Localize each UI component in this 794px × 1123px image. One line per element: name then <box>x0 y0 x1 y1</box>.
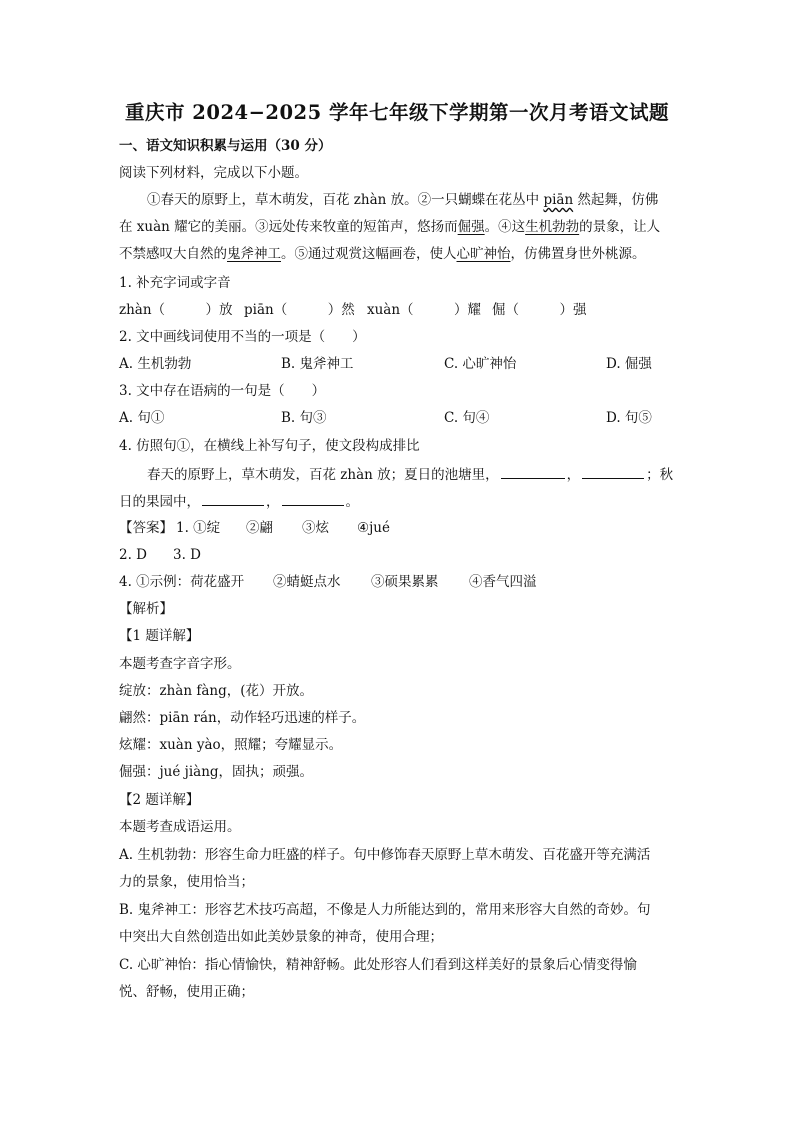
detail-2-line: 悦、舒畅，使用正确； <box>119 984 254 1000</box>
passage-line-1: ①春天的原野上，草木萌发，百花 zhàn 放。②一只蝴蝶在花丛中 piān 然起舞，仿佛 <box>147 192 659 208</box>
detail-1-intro: 本题考查字音字形。 <box>119 656 241 672</box>
question-4-line-2: 日的果园中， ， 。 <box>119 491 359 512</box>
q1-item: piān（ ）然 <box>244 302 355 318</box>
detail-1-line: 绽放：zhàn fàng，(花）开放。 <box>119 683 313 699</box>
option-c: C. 句④ <box>444 410 490 426</box>
option-b: B. 句③ <box>281 410 327 426</box>
answer-blank <box>202 491 264 506</box>
q1-item: xuàn（ ）耀 <box>367 302 482 318</box>
option-b: B. 鬼斧神工 <box>281 356 354 372</box>
answer-tag: 【答案】 <box>119 520 173 536</box>
option-c: C. 心旷神怡 <box>444 356 517 372</box>
page-title: 重庆市 2024−2025 学年七年级下学期第一次月考语文试题 <box>125 101 669 124</box>
option-a: A. 生机勃勃 <box>119 356 192 372</box>
answer-blank <box>582 464 644 479</box>
question-3-label: 3. 文中存在语病的一句是（ ） <box>119 383 326 399</box>
option-d: D. 句⑤ <box>606 410 652 426</box>
question-4-label: 4. 仿照句①，在横线上补写句子，使文段构成排比 <box>119 438 420 454</box>
detail-2-line: 力的景象，使用恰当； <box>119 874 254 890</box>
detail-1-heading: 【1 题详解】 <box>119 628 200 644</box>
detail-2-line: B. 鬼斧神工：形容艺术技巧高超，不像是人力所能达到的，常用来形容大自然的奇妙。句 <box>119 902 651 918</box>
passage-line-2: 在 xuàn 耀它的美丽。③远处传来牧童的短笛声，悠扬而倔强。④这生机勃勃的景象，让人 <box>119 219 661 235</box>
section-heading: 一、语文知识积累与运用（30 分） <box>119 138 332 154</box>
option-d: D. 倔强 <box>606 356 652 372</box>
detail-2-intro: 本题考查成语运用。 <box>119 819 241 835</box>
underlined-word: 倔强 <box>457 219 485 235</box>
answer-blank <box>501 464 565 479</box>
underlined-word: 生机勃勃 <box>525 219 580 235</box>
detail-2-line: 中突出大自然创造出如此美妙景象的神奇，使用合理； <box>119 929 443 945</box>
q1-item: 倔（ ）强 <box>492 302 587 318</box>
q1-item: zhàn（ ）放 <box>119 302 233 318</box>
question-2-label: 2. 文中画线词使用不当的一项是（ ） <box>119 329 366 345</box>
question-4-line-1: 春天的原野上，草木萌发，百花 zhàn 放；夏日的池塘里， ， ；秋 <box>147 464 673 485</box>
analysis-heading: 【解析】 <box>119 601 173 617</box>
detail-1-line: 炫耀：xuàn yào，照耀；夸耀显示。 <box>119 737 343 753</box>
question-1-label: 1. 补充字词或字音 <box>119 275 231 291</box>
detail-1-line: 倔强：jué jiàng，固执；顽强。 <box>119 764 314 780</box>
answer-blank <box>282 491 344 506</box>
exam-page: 重庆市 2024−2025 学年七年级下学期第一次月考语文试题 一、语文知识积累与运用（30 分） 阅读下列材料，完成以下小题。 ①春天的原野上，草木萌发，百花 zhàn 放。②一只蝴蝶在花丛中 piān 然起舞，仿佛 在 xuàn 耀它的美丽。③远处传来牧童的短笛声，悠扬而倔强。④这生机勃勃的景象，让人 不禁感叹大自然的鬼斧神工。⑤通过观赏这幅画卷，使人心旷神怡，仿佛置身世外桃源。 1. 补充字词或字音 zhàn（ ）放 piān（ ）然 xuàn（ ）耀 倔（ ）强 2. 文中画线词使用不当的一项是（ ） A. 生机勃勃 B. 鬼斧神工 C. 心旷神怡 D. 倔强 3. 文中存在语病的一句是（ ） A. 句① B. 句③ C. 句④ D. 句⑤ 4. 仿照句①，在横线上补写句子，使文段构成排比 春天的原野上，草木萌发，百花 zhàn 放；夏日的池塘里， ， ；秋 日的果园中， ， 。 【答案】 1. ①绽 ②翩 ③炫 ④jué 2. D 3. D 4. ①示例：荷花盛开 ②蜻蜓点水 ③硕果累累 ④香气四溢 【解析】 【1 题详解】 本题考查字音字形。 绽放：zhàn fàng，(花）开放。 翩然：piān rán，动作轻巧迅速的样子。 炫耀：xuàn yào，照耀；夸耀显示。 倔强：jué jiàng，固执；顽强。 【2 题详解】 本题考查成语运用。 A. 生机勃勃：形容生命力旺盛的样子。句中修饰春天原野上草木萌发、百花盛开等充满活 力的景象，使用恰当； B. 鬼斧神工：形容艺术技巧高超，不像是人力所能达到的，常用来形容大自然的奇妙。句 中突出大自然创造出如此美妙景象的神奇，使用合理； C. 心旷神怡：指心情愉快，精神舒畅。此处形容人们看到这样美好的景象后心情变得愉 悦、舒畅，使用正确； <box>0 0 794 1123</box>
detail-2-heading: 【2 题详解】 <box>119 792 200 808</box>
detail-1-line: 翩然：piān rán，动作轻巧迅速的样子。 <box>119 710 366 726</box>
underlined-word: 心旷神怡 <box>456 246 511 262</box>
underlined-word: 鬼斧神工 <box>227 246 281 262</box>
passage-line-3: 不禁感叹大自然的鬼斧神工。⑤通过观赏这幅画卷，使人心旷神怡，仿佛置身世外桃源。 <box>119 246 646 262</box>
instruction-text: 阅读下列材料，完成以下小题。 <box>119 165 308 181</box>
detail-2-line: C. 心旷神怡：指心情愉快，精神舒畅。此处形容人们看到这样美好的景象后心情变得愉 <box>119 957 637 973</box>
option-a: A. 句① <box>119 410 165 426</box>
detail-2-line: A. 生机勃勃：形容生命力旺盛的样子。句中修饰春天原野上草木萌发、百花盛开等充满活 <box>119 847 651 863</box>
